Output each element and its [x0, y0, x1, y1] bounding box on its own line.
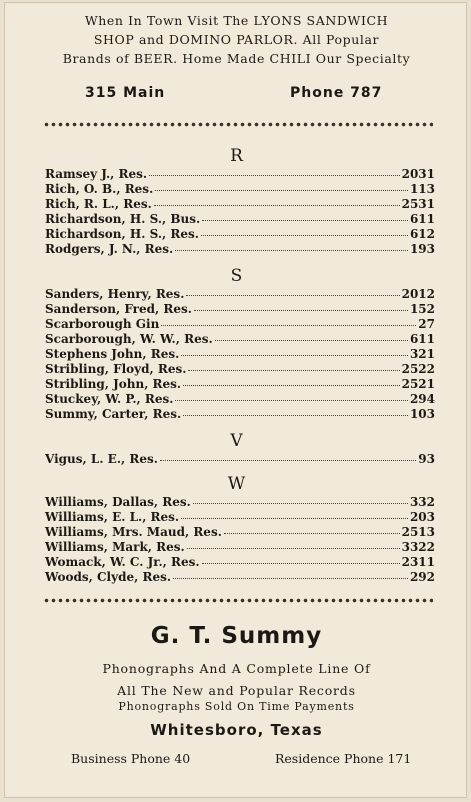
- listing-entry: [45, 242, 435, 257]
- dot-leader: [202, 562, 400, 564]
- listing-name: Ramsey J., Res.: [45, 167, 148, 181]
- section-letter-v: V: [230, 431, 243, 451]
- listing-name: Williams, Dallas, Res.: [45, 495, 191, 509]
- dot-leader: [181, 517, 408, 519]
- listing-name: Woods, Clyde, Res.: [45, 570, 172, 584]
- listing-entry: [45, 167, 435, 182]
- dot-leader: [201, 234, 408, 236]
- ad-text-line-2: All The New and Popular Records: [117, 683, 356, 698]
- listing-entry: [45, 555, 435, 570]
- ornament-divider-top: [43, 120, 433, 129]
- listing-name: Sanderson, Fred, Res.: [45, 302, 192, 316]
- listing-name: Richardson, H. S., Res.: [45, 227, 199, 241]
- listing-name: Stribling, John, Res.: [45, 377, 182, 391]
- dot-leader: [186, 294, 399, 296]
- dot-leader: [160, 459, 416, 461]
- listing-entry: [45, 570, 435, 585]
- listing-name: Scarborough, W. W., Res.: [45, 332, 213, 346]
- ad-text-line-3: Phonographs Sold On Time Payments: [118, 700, 355, 713]
- ad-line-2: SHOP and DOMINO PARLOR. All Popular: [93, 32, 380, 47]
- dot-leader: [149, 174, 400, 176]
- listing-name: Scarborough Gin: [45, 317, 160, 331]
- dot-leader: [202, 219, 408, 221]
- section-letter-w: W: [227, 474, 246, 494]
- residence-phone: Residence Phone 171: [275, 751, 412, 766]
- listing-name: Sanders, Henry, Res.: [45, 287, 185, 301]
- ad-line-1: When In Town Visit The LYONS SANDWICH: [84, 13, 389, 28]
- dot-leader: [154, 204, 400, 206]
- section-r-entries: [45, 167, 435, 257]
- section-v-entries: [45, 452, 435, 467]
- listing-phone: 2521: [401, 377, 435, 391]
- listing-entry: [45, 540, 435, 555]
- listing-name: Rodgers, J. N., Res.: [45, 242, 174, 256]
- listing-phone: 3322: [401, 540, 435, 554]
- dot-leader: [161, 324, 416, 326]
- dot-leader: [175, 249, 408, 251]
- listing-name: Stephens John, Res.: [45, 347, 180, 361]
- dot-leader: [215, 339, 408, 341]
- listing-phone: 193: [409, 242, 435, 256]
- dot-leader: [188, 369, 399, 371]
- listing-name: Williams, Mark, Res.: [45, 540, 185, 554]
- listing-phone: 294: [409, 392, 435, 406]
- ad-address: 315 Main: [85, 85, 166, 101]
- listing-phone: 611: [409, 332, 435, 346]
- dot-leader: [187, 547, 400, 549]
- listing-phone: 2522: [401, 362, 435, 376]
- listing-phone: 113: [409, 182, 435, 196]
- listing-entry: [45, 332, 435, 347]
- listing-entry: [45, 495, 435, 510]
- listing-name: Stuckey, W. P., Res.: [45, 392, 174, 406]
- listing-name: Williams, E. L., Res.: [45, 510, 180, 524]
- listing-phone: 611: [409, 212, 435, 226]
- listing-phone: 2012: [401, 287, 435, 301]
- listing-entry: [45, 317, 435, 332]
- section-w-entries: [45, 495, 435, 585]
- listing-name: Stribling, Floyd, Res.: [45, 362, 187, 376]
- listing-entry: [45, 525, 435, 540]
- lyons-advertisement: [5, 11, 468, 68]
- listing-phone: 2031: [401, 167, 435, 181]
- listing-entry: [45, 197, 435, 212]
- listing-entry: [45, 227, 435, 242]
- dot-leader: [193, 502, 408, 504]
- ornament-divider-bottom: [43, 596, 433, 605]
- advertiser-city: Whitesboro, Texas: [150, 721, 323, 739]
- listing-phone: 612: [409, 227, 435, 241]
- section-letter-s: S: [230, 266, 243, 286]
- dot-leader: [173, 577, 408, 579]
- listing-phone: 2513: [401, 525, 435, 539]
- listing-name: Vigus, L. E., Res.: [45, 452, 158, 466]
- listing-entry: [45, 510, 435, 525]
- section-s-entries: [45, 287, 435, 422]
- advertiser-name: G. T. Summy: [150, 623, 323, 649]
- listing-entry: [45, 212, 435, 227]
- dot-leader: [181, 354, 408, 356]
- listing-entry: [45, 407, 435, 422]
- dot-leader: [224, 532, 400, 534]
- ad-line-3: Brands of BEER. Home Made CHILI Our Specialty: [62, 51, 411, 66]
- business-phone: Business Phone 40: [71, 751, 191, 766]
- listing-phone: 292: [409, 570, 435, 584]
- listing-name: Richardson, H. S., Bus.: [45, 212, 201, 226]
- ad-phone: Phone 787: [290, 85, 383, 101]
- dot-leader: [194, 309, 408, 311]
- ad-text-line-1: Phonographs And A Complete Line Of: [102, 661, 371, 676]
- listing-entry: [45, 377, 435, 392]
- dot-leader: [175, 399, 407, 401]
- listing-name: Womack, W. C. Jr., Res.: [45, 555, 200, 569]
- listing-entry: [45, 287, 435, 302]
- listing-entry: [45, 362, 435, 377]
- listing-name: Summy, Carter, Res.: [45, 407, 182, 421]
- section-letter-r: R: [230, 146, 243, 166]
- directory-page: [4, 2, 467, 798]
- listing-phone: 332: [409, 495, 435, 509]
- listing-entry: [45, 182, 435, 197]
- listing-name: Williams, Mrs. Maud, Res.: [45, 525, 222, 539]
- listing-phone: 103: [409, 407, 435, 421]
- listing-phone: 321: [409, 347, 435, 361]
- listing-entry: [45, 392, 435, 407]
- listing-entry: [45, 452, 435, 467]
- listing-name: Rich, O. B., Res.: [45, 182, 154, 196]
- listing-entry: [45, 302, 435, 317]
- listing-phone: 27: [418, 317, 435, 331]
- listing-entry: [45, 347, 435, 362]
- dot-leader: [155, 189, 408, 191]
- listing-phone: 152: [409, 302, 435, 316]
- listing-phone: 93: [418, 452, 435, 466]
- dot-leader: [183, 414, 408, 416]
- dot-leader: [183, 384, 399, 386]
- listing-name: Rich, R. L., Res.: [45, 197, 152, 211]
- listing-phone: 203: [409, 510, 435, 524]
- listing-phone: 2531: [401, 197, 435, 211]
- listing-phone: 2311: [401, 555, 435, 569]
